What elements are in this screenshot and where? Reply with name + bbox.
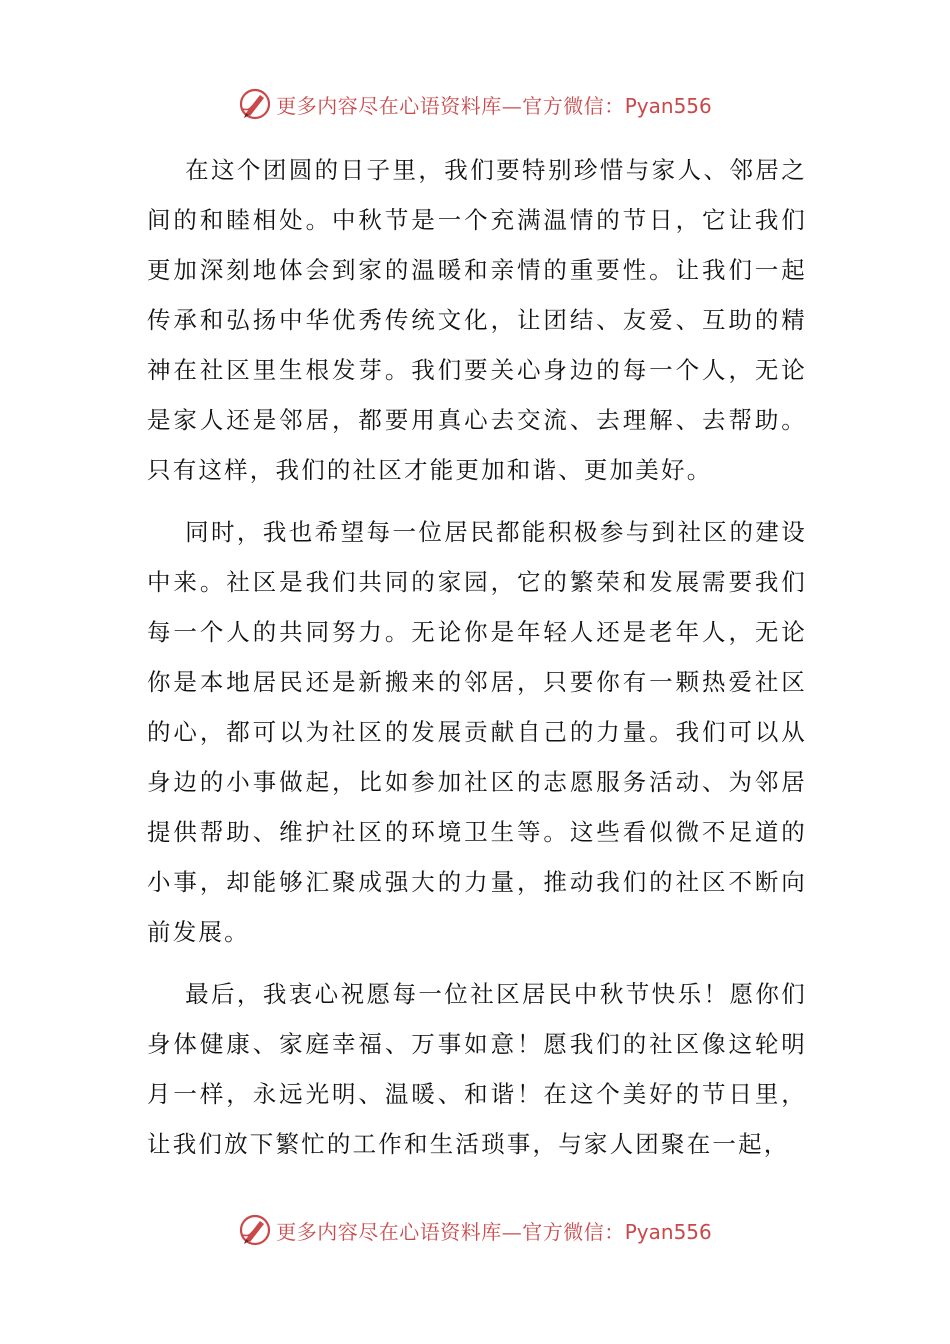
banner-wechat-id: Pyan556 xyxy=(624,1219,712,1244)
banner-text xyxy=(276,90,712,119)
pen-circle-logo-icon xyxy=(238,87,272,121)
banner-slogan: 更多内容尽在心语资料库—官方微信： xyxy=(276,93,625,118)
paragraph-1: 在这个团圆的日子里，我们要特别珍惜与家人、邻居之间的和睦相处。中秋节是一个充满温情的节日，它让我们更加深刻地体会到家的温暖和亲情的重要性。让我们一起传承和弘扬中华优秀传统文化，让团结、友爱、互助的精神在社区里生根发芽。我们要关心身边的每一个人，无论是家人还是邻居，都要用真心去交流、去理解、去帮助。只有这样，我们的社区才能更加和谐、更加美好。 xyxy=(147,156,807,484)
banner-slogan: 更多内容尽在心语资料库—官方微信： xyxy=(276,1219,625,1244)
document-body xyxy=(147,145,807,1181)
footer-watermark-banner xyxy=(0,1210,950,1250)
banner-text xyxy=(276,1216,712,1245)
pen-circle-logo-icon xyxy=(238,1213,272,1247)
paragraph-3: 最后，我衷心祝愿每一位社区居民中秋节快乐！愿你们身体健康、家庭幸福、万事如意！愿我们的社区像这轮明月一样，永远光明、温暖、和谐！在这个美好的节日里，让我们放下繁忙的工作和生活琐事，与家人团聚在一起， xyxy=(147,980,807,1158)
paragraph-2: 同时，我也希望每一位居民都能积极参与到社区的建设中来。社区是我们共同的家园，它的繁荣和发展需要我们每一个人的共同努力。无论你是年轻人还是老年人，无论你是本地居民还是新搬来的邻居，只要你有一颗热爱社区的心，都可以为社区的发展贡献自己的力量。我们可以从身边的小事做起，比如参加社区的志愿服务活动、为邻居提供帮助、维护社区的环境卫生等。这些看似微不足道的小事，却能够汇聚成强大的力量，推动我们的社区不断向前发展。 xyxy=(147,518,807,946)
header-watermark-banner xyxy=(0,84,950,124)
banner-wechat-id: Pyan556 xyxy=(624,93,712,118)
